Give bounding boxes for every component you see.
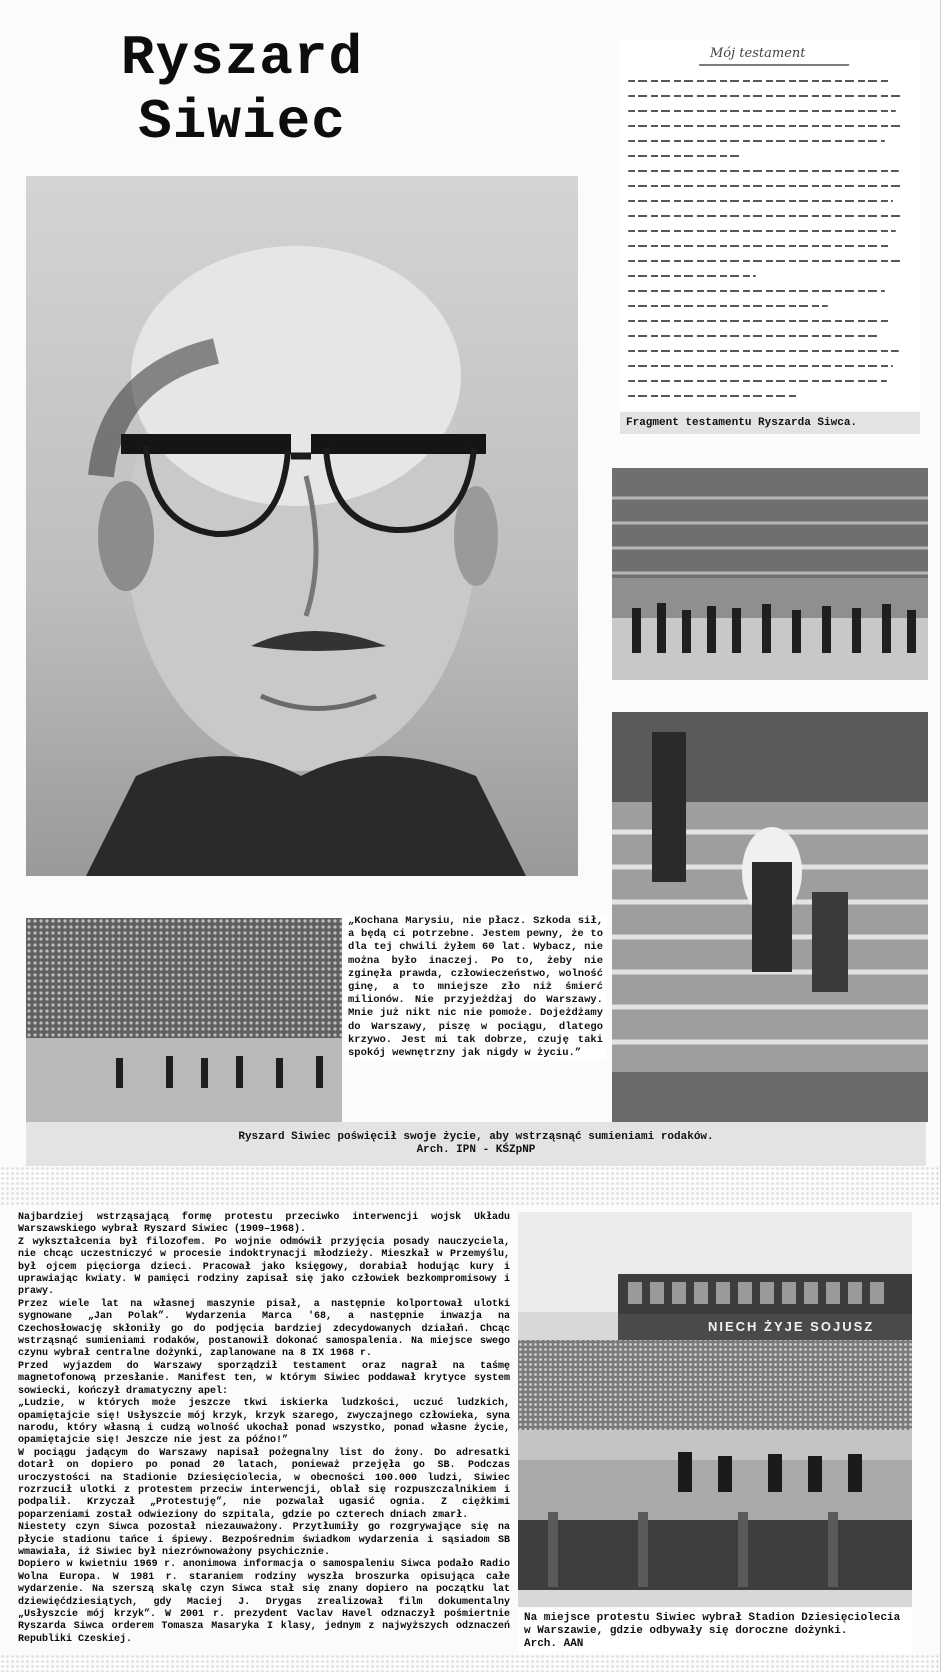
portrait-photo <box>26 176 578 876</box>
article-paragraph: Z wykształcenia był filozofem. Po wojnie odmówił przyjęcia posady nauczyciela, nie chcąc uczestniczyć w procesie indoktrynacji młodzieży. Mieszkał w Przemyślu, był ojcem pięciorga dzieci. Pracował jako księgowy, dorabiał hodując kury i uprawiając kwiaty. W pamięci rodziny zapisał się jako człowiek bezkompromisowy i prawy. <box>18 1236 510 1298</box>
article-paragraph: W pociągu jadącym do Warszawy napisał pożegnalny list do żony. Do adresatki dotarł on dopiero po ponad 20 latach, ponieważ przejęła go SB. Podczas uroczystości na Stadionie Dziesięciolecia, w obecności 100.000 ludzi, Siwiec rozrzucił ulotki z protestem przeciw interwencji, oblał się rozpuszczalnikiem i podpalił. Krzyczał „Protestuję”, nie pozwalał ugasić ognia. Z ciężkimi poparzeniami został odwieziony do szpitala, gdzie po czterech dniach zmarł. <box>18 1447 510 1521</box>
title-last-name: Siwiec <box>138 90 346 154</box>
article-paragraph: Dopiero w kwietniu 1969 r. anonimowa informacja o samospaleniu Siwca podało Radio Wolna Europa. W 1981 r. staraniem rodziny wyszła broszurka opisująca całe wydarzenie. Na szerszą skalę czyn Siwca stał się znany dopiero na początku lat dziewięćdziesiątych, gdy Maciej J. Drygas zrealizował film dokumentalny „Usłyszcie mój krzyk”. W 2001 r. prezydent Vaclav Havel odznaczył pośmiertnie Ryszarda Siwca orderem Tomasza Masaryka I klasy, jednym z najwyższych odznaczeń Republiki Czeskiej. <box>18 1559 510 1645</box>
halftone-texture-bottom <box>0 1654 940 1672</box>
article-paragraph: Najbardziej wstrząsającą formę protestu przeciwko interwencji wojsk Układu Warszawskiego wybrał Ryszard Siwiec (1909–1968). <box>18 1212 510 1236</box>
article-paragraph: Przed wyjazdem do Warszawy sporządził testament oraz nagrał na taśmę magnetofonową przesłanie. Manifest ten, w którym Siwiec poddawał krytyce system sowiecki, kończył dramatyczny apel: <box>18 1360 510 1397</box>
stands-photo <box>612 712 928 1122</box>
main-photo-caption: Ryszard Siwiec poświęcił swoje życie, aby wstrząsnąć sumieniami rodaków. Arch. IPN - KŚZpNP <box>26 1122 926 1166</box>
article-body <box>18 1212 510 1646</box>
testament-heading: Mój testament <box>710 46 806 61</box>
article-paragraph: Niestety czyn Siwca pozostał niezauważony. Przytłumiły go rozgrywające się na płycie stadionu tańce i śpiewy. Bezpośrednim świadkom wydarzenia i sąsiadom SB wmawiała, iż Siwiec był niezrównoważony psychicznie. <box>18 1522 510 1558</box>
crowd-photo <box>26 918 342 1123</box>
letter-quote: „Kochana Marysiu, nie płacz. Szkoda sił, a będą ci potrzebne. Jestem pewny, że to dla tej chwili żyłem 60 lat. Wybacz, nie można było inaczej. Po to, żeby nie zginęła prawda, człowieczeństwo, wolność ginę, a to mniejsze zło niż śmierć milionów. Nie przyjeżdżaj do Warszawy. Mnie już nikt nic nie pomoże. Dojeżdżamy do Warszawy, piszę w pociągu, dlatego krzywo. Jest mi tak dobrze, czuję taki spokój wewnętrzny jak nigdy w życiu.” <box>344 915 607 1060</box>
stadium-caption: Na miejsce protestu Siwiec wybrał Stadion Dziesięciolecia w Warszawie, gdzie odbywały się doroczne dożynki. Arch. AAN <box>518 1608 912 1654</box>
testament-manuscript <box>620 40 920 410</box>
article-paragraph: „Ludzie, w których może jeszcze tkwi iskierka ludzkości, uczuć ludzkich, opamiętajcie się! Usłyszcie mój krzyk, krzyk szarego, zwyczajnego człowieka, syna narodu, który własną i cudzą wolność ukochał ponad wszystko, ponad własne życie, opamiętajcie się! Jeszcze nie jest za późno!” <box>18 1398 510 1447</box>
testament-caption: Fragment testamentu Ryszarda Siwca. <box>620 412 920 434</box>
stadium-banner-text: NIECH ŻYJE SOJUSZ <box>708 1319 875 1334</box>
title-first-name: Ryszard <box>120 26 364 90</box>
testament-handwriting <box>628 80 913 410</box>
page-title <box>62 26 422 154</box>
article-paragraph: Przez wiele lat na własnej maszynie pisał, a następnie kolportował ulotki sygnowane „Jan Polak”. Wydarzenia Marca '68, a następnie inwazja na Czechosłowację skłoniły go do podjęcia bardziej zdecydowanych działań. Chcąc wstrząsnąć sumieniami rodaków, postanowił dokonać samospalenia. Na miejsce swego czynu wybrał centralne dożynki, zaplanowane na 8 IX 1968 r. <box>18 1298 510 1360</box>
halftone-texture <box>0 1166 940 1206</box>
stadium-photo <box>518 1212 912 1607</box>
dancers-photo <box>612 468 928 680</box>
